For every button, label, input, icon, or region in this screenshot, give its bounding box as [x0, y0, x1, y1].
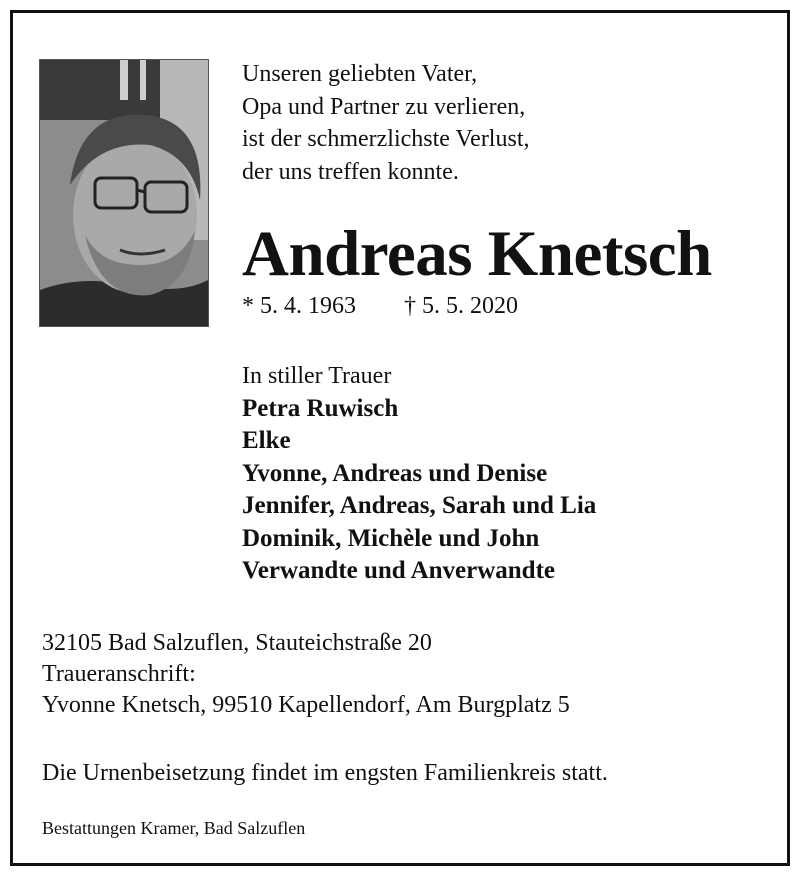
mourner-name: Petra Ruwisch — [242, 394, 399, 422]
burial-note: Die Urnenbeisetzung findet im engsten Familienkreis statt. — [42, 760, 608, 786]
condolence-address-label: Traueranschrift: — [42, 661, 196, 687]
portrait-photo — [40, 60, 208, 326]
mourner-name: Elke — [242, 427, 291, 454]
mourning-intro: In stiller Trauer — [242, 363, 392, 389]
quote-line: ist der schmerzlichste Verlust, — [242, 126, 530, 152]
quote-line: der uns treffen konnte. — [242, 158, 459, 185]
deceased-name: Andreas Knetsch — [242, 218, 712, 290]
undertaker-credit: Bestattungen Kramer, Bad Salzuflen — [42, 818, 306, 838]
condolence-address: Yvonne Knetsch, 99510 Kapellendorf, Am Burgplatz 5 — [42, 692, 570, 718]
mourner-name: Dominik, Michèle und John — [242, 524, 540, 552]
mourner-name: Verwandte und Anverwandte — [242, 557, 556, 584]
quote-line: Opa und Partner zu verlieren, — [242, 93, 526, 120]
home-address: 32105 Bad Salzuflen, Stauteichstraße 20 — [42, 630, 432, 656]
death-date: † 5. 5. 2020 — [404, 293, 518, 319]
mourner-name: Jennifer, Andreas, Sarah und Lia — [242, 492, 597, 519]
birth-date: * 5. 4. 1963 — [242, 293, 356, 319]
quote-line: Unseren geliebten Vater, — [242, 61, 478, 87]
mourner-name: Yvonne, Andreas und Denise — [242, 459, 548, 487]
memorial-quote — [242, 58, 529, 188]
mourners-list — [242, 360, 596, 588]
life-dates — [242, 293, 518, 320]
address-block — [42, 628, 570, 721]
